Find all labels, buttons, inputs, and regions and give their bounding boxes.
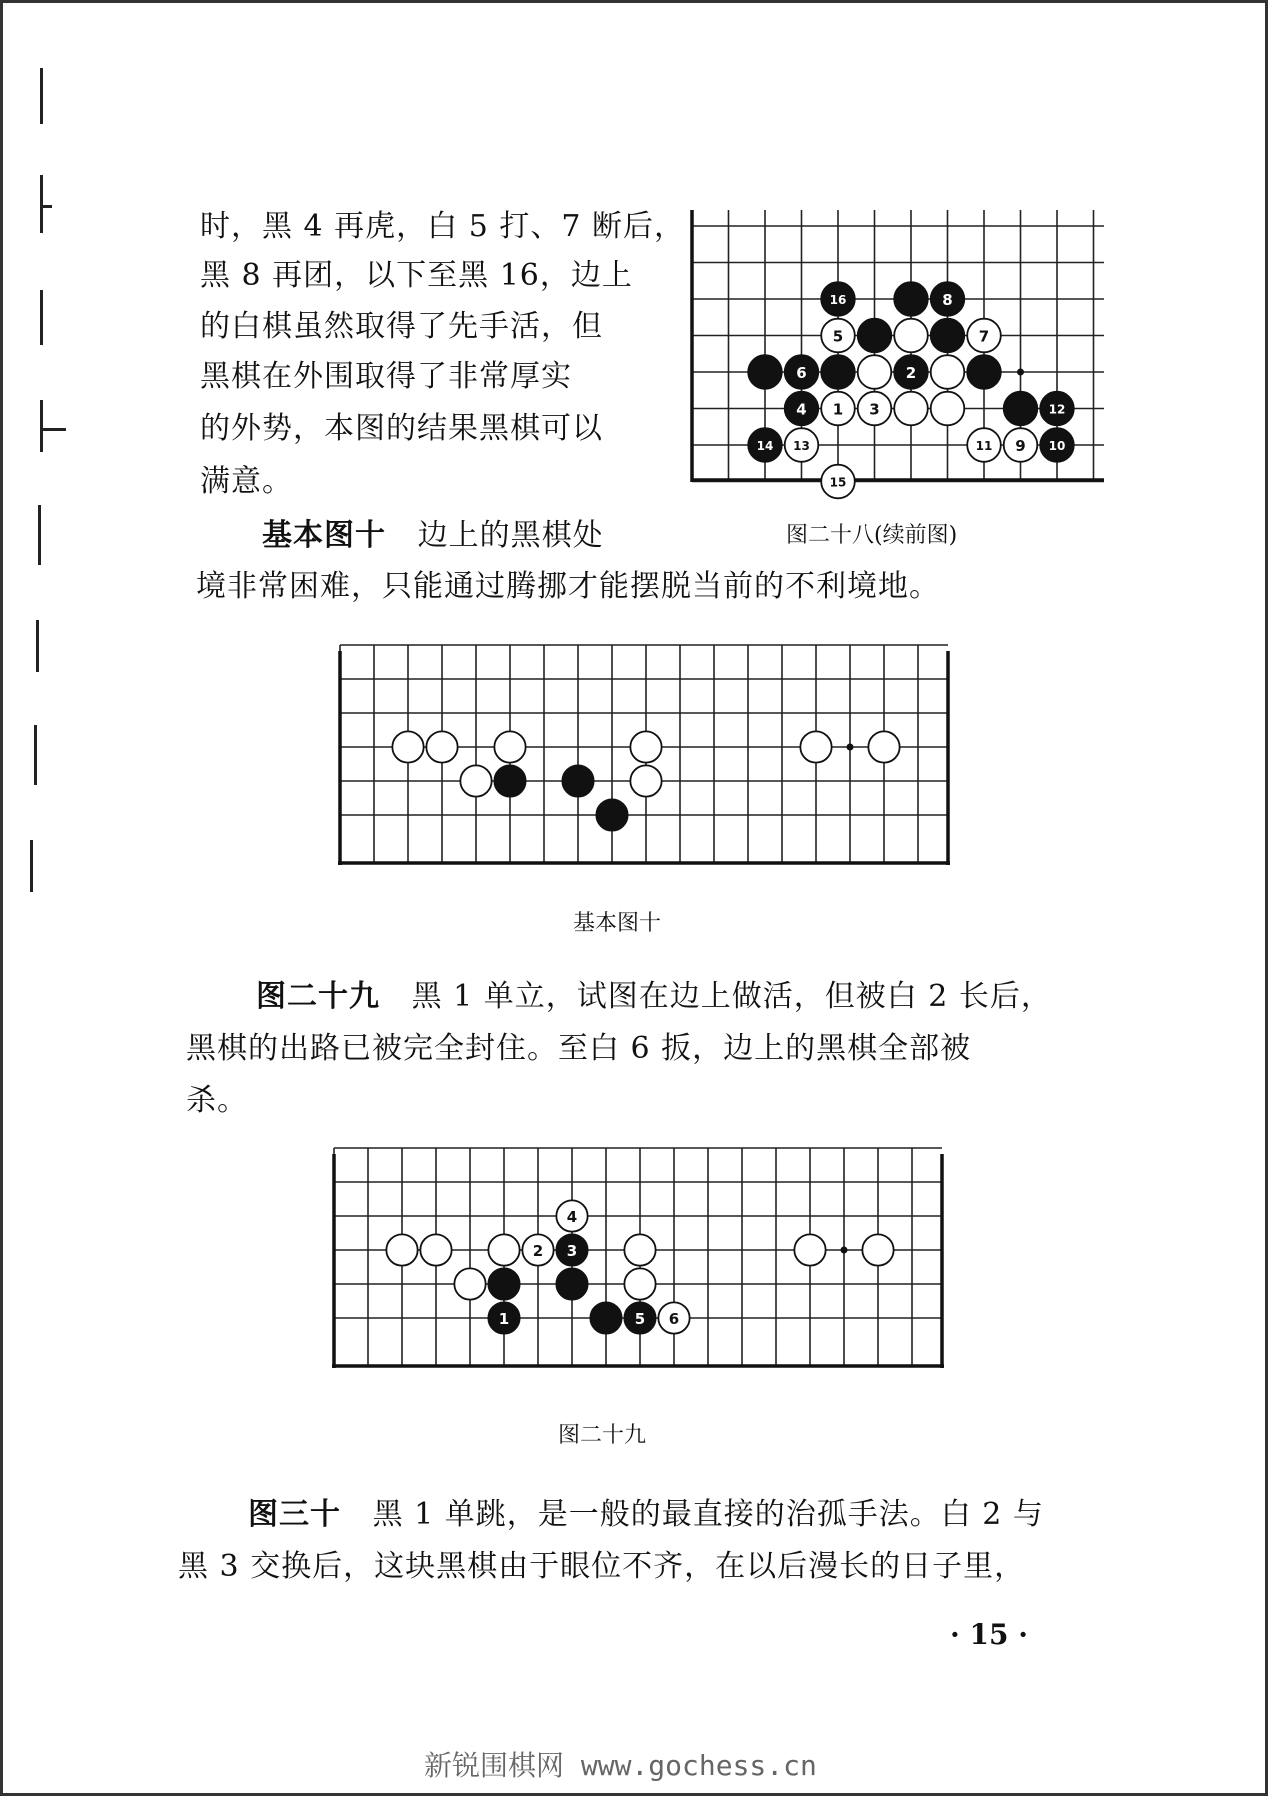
white-stone — [494, 731, 525, 762]
black-stone — [596, 799, 627, 830]
white-stone — [426, 731, 457, 762]
scan-mark — [34, 725, 37, 785]
move-number: 9 — [1015, 437, 1026, 455]
white-stone — [858, 355, 892, 389]
move-number: 10 — [1048, 439, 1066, 453]
move-number: 16 — [829, 293, 847, 307]
text-line: 的白棋虽然取得了先手活，但 — [200, 309, 603, 344]
move-number: 6 — [796, 364, 807, 382]
star-point — [1017, 369, 1024, 376]
figure-caption: 基本图十 — [573, 911, 662, 936]
white-stone — [630, 731, 661, 762]
diagram-fig28 — [676, 210, 1106, 500]
move-number: 2 — [532, 1242, 544, 1260]
text-line: 满意。 — [200, 464, 293, 499]
black-stone — [967, 355, 1001, 389]
white-stone — [794, 1234, 825, 1265]
white-stone — [800, 731, 831, 762]
move-number: 8 — [942, 291, 953, 309]
white-stone — [624, 1234, 655, 1265]
black-stone — [562, 765, 593, 796]
move-number: 15 — [829, 475, 847, 490]
text-fragment: 边上的黑棋处 — [417, 518, 604, 553]
white-stone — [454, 1268, 485, 1299]
black-stone — [858, 319, 892, 353]
white-stone — [868, 731, 899, 762]
white-stone — [488, 1234, 519, 1265]
text-line — [256, 978, 1052, 1016]
white-stone — [931, 355, 965, 389]
move-number: 14 — [756, 439, 774, 453]
move-number: 4 — [796, 400, 807, 419]
text-line: 黑棋的出路已被完全封住。至白 6 扳，边上的黑棋全部被 — [186, 1031, 972, 1066]
diagram-fig29 — [330, 1148, 950, 1373]
white-stone — [460, 765, 491, 796]
scan-mark — [36, 620, 39, 672]
move-number: 11 — [975, 439, 993, 453]
watermark: 新锐围棋网 www.gochess.cn — [424, 1749, 817, 1782]
scan-mark — [30, 840, 33, 892]
white-stone — [386, 1234, 417, 1265]
move-number: 3 — [566, 1242, 578, 1260]
move-number: 3 — [869, 400, 880, 419]
move-number: 1 — [498, 1310, 510, 1328]
scan-mark — [38, 505, 41, 565]
scan-mark — [40, 290, 43, 345]
move-number: 12 — [1048, 402, 1066, 417]
text-line — [248, 1496, 1044, 1534]
black-stone — [590, 1302, 621, 1333]
black-stone — [931, 319, 965, 353]
section-heading: 基本图十 — [262, 518, 386, 553]
white-stone — [392, 731, 423, 762]
white-stone — [894, 392, 928, 426]
figure-caption: 图二十八(续前图) — [786, 523, 958, 548]
white-stone — [420, 1234, 451, 1265]
section-heading: 图二十九 — [256, 979, 380, 1014]
move-number: 5 — [832, 327, 844, 346]
white-stone — [931, 392, 965, 426]
move-number: 4 — [566, 1208, 578, 1226]
scan-mark — [40, 68, 43, 124]
white-stone — [862, 1234, 893, 1265]
star-point — [847, 744, 854, 751]
black-stone — [894, 282, 928, 316]
black-stone — [821, 355, 855, 389]
page-number: · 15 · — [950, 1618, 1028, 1651]
black-stone — [556, 1268, 587, 1299]
black-stone — [488, 1268, 519, 1299]
black-stone — [494, 765, 525, 796]
star-point — [841, 1247, 848, 1254]
move-number: 1 — [832, 400, 844, 419]
figure-caption: 图二十九 — [558, 1423, 647, 1448]
move-number: 6 — [668, 1310, 680, 1328]
text-line — [262, 517, 604, 555]
move-number: 2 — [905, 364, 917, 382]
diagram-basic10 — [336, 645, 954, 870]
text-fragment: 黑 1 单立，试图在边上做活，但被白 2 长后， — [411, 979, 1052, 1014]
white-stone — [894, 319, 928, 353]
black-stone — [748, 355, 782, 389]
scan-mark — [40, 428, 66, 431]
text-line: 杀。 — [186, 1083, 248, 1118]
section-heading: 图三十 — [248, 1497, 341, 1532]
text-fragment: 黑 1 单跳，是一般的最直接的治孤手法。白 2 与 — [372, 1497, 1044, 1532]
scan-mark — [40, 175, 43, 233]
scan-mark — [40, 400, 43, 452]
white-stone — [624, 1268, 655, 1299]
move-number: 13 — [793, 439, 810, 453]
text-line: 时，黑 4 再虎，白 5 打、7 断后， — [200, 209, 685, 244]
text-line: 的外势，本图的结果黑棋可以 — [200, 411, 603, 446]
move-number: 7 — [978, 327, 990, 346]
text-line: 黑 3 交换后，这块黑棋由于眼位不齐，在以后漫长的日子里， — [178, 1549, 1026, 1584]
text-line: 黑棋在外围取得了非常厚实 — [200, 359, 572, 394]
move-number: 5 — [634, 1310, 646, 1328]
black-stone — [1004, 392, 1038, 426]
text-line: 黑 8 再团，以下至黑 16，边上 — [200, 258, 633, 293]
text-line: 境非常困难，只能通过腾挪才能摆脱当前的不利境地。 — [196, 569, 940, 604]
scan-mark — [40, 205, 52, 208]
white-stone — [630, 765, 661, 796]
